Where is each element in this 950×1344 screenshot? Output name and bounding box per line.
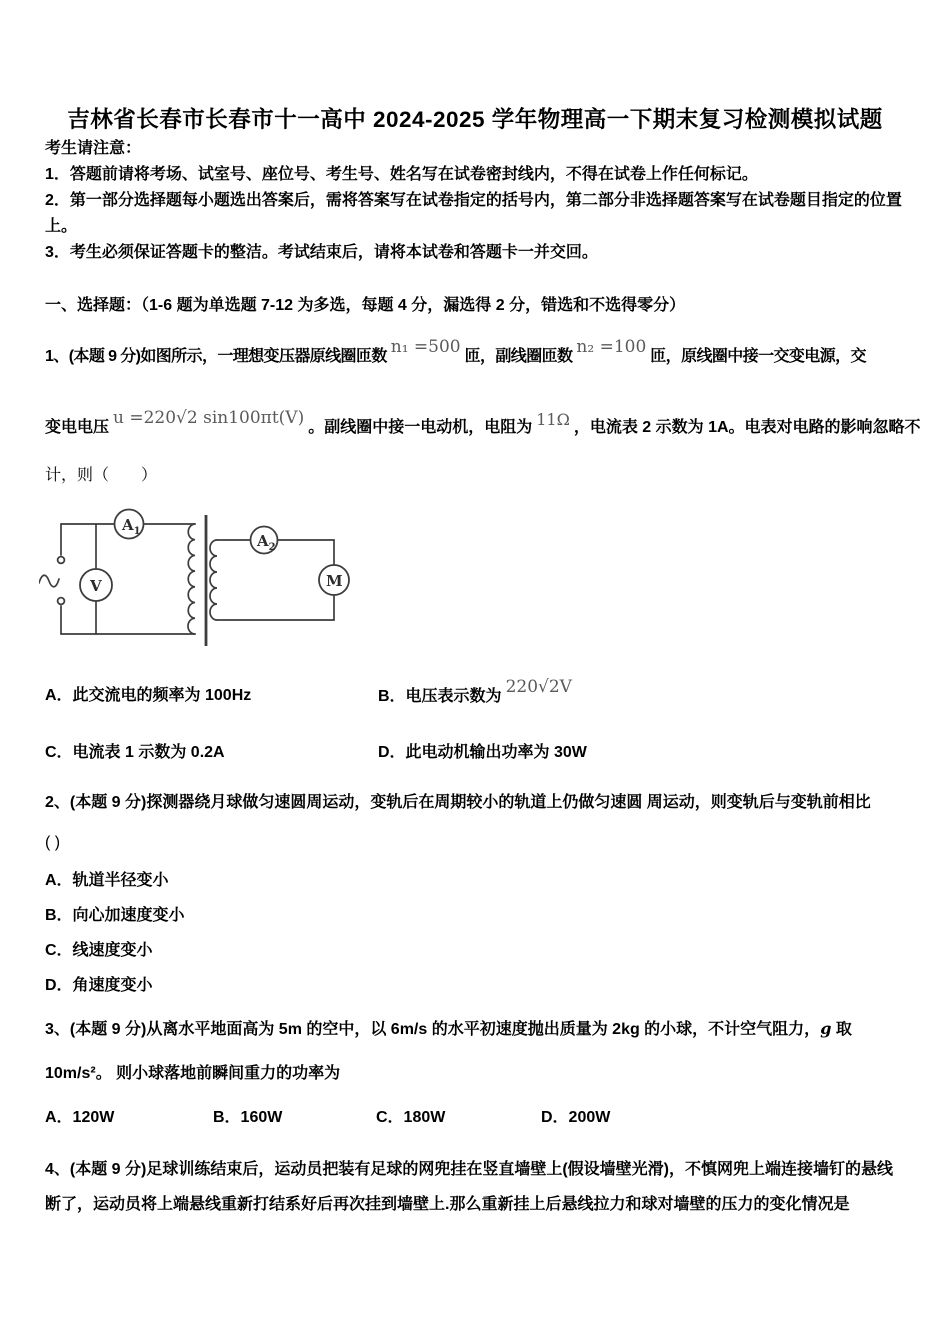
q1-options-row-1 bbox=[45, 677, 905, 709]
question-1 bbox=[45, 337, 921, 765]
motor-icon bbox=[319, 565, 349, 595]
exam-title: 吉林省长春市长春市十一高中 2024-2025 学年物理高一下期末复习检测模拟试题 bbox=[67, 107, 883, 132]
q2-option-c: C．线速度变小 bbox=[45, 942, 153, 959]
ammeter1-sub-label: 1 bbox=[133, 526, 141, 537]
q1-formula-n1: n₁ =500 bbox=[390, 337, 461, 357]
ac-terminal-bottom bbox=[58, 598, 65, 605]
q1-line-1 bbox=[45, 337, 905, 369]
q2-option-d: D．角速度变小 bbox=[45, 977, 153, 994]
notice-item-3: 3．考生必须保证答题卡的整洁。考试结束后，请将本试卷和答题卡一并交回。 bbox=[45, 244, 598, 261]
ammeter1-icon bbox=[115, 510, 144, 539]
q3-seg-1: 3、(本题 9 分)从离水平地面高为 5m 的空中，以 6m/s 的水平初速度抛出质量为 2kg 的小球，不计空气阻力， bbox=[45, 1021, 821, 1038]
question-2 bbox=[45, 791, 905, 1003]
q3-line-1 bbox=[45, 1017, 905, 1042]
q3-line-2: 10m/s²。 则小球落地前瞬间重力的功率为 bbox=[45, 1065, 341, 1082]
question-3 bbox=[45, 1017, 905, 1130]
q3-option-d: D．200W bbox=[541, 1109, 611, 1126]
voltmeter-icon bbox=[80, 569, 112, 601]
notice-heading: 考生请注意： bbox=[45, 140, 142, 157]
ac-terminal-top bbox=[58, 557, 65, 564]
q1-options-row-2 bbox=[45, 741, 905, 765]
notice-item-1: 1．答题前请将考场、试室号、座位号、考生号、姓名写在试卷密封线内，不得在试卷上作任何标记。 bbox=[45, 166, 758, 183]
q1-seg-6: ，电流表 2 示数为 1A。电表对电路的影响忽略不 bbox=[573, 419, 921, 436]
primary-coil bbox=[188, 524, 195, 634]
q1-formula-n2: n₂ =100 bbox=[576, 337, 647, 357]
q3-options-row bbox=[45, 1106, 905, 1130]
transformer-circuit-diagram bbox=[39, 502, 369, 660]
q1-option-a: A．此交流电的频率为 100Hz bbox=[45, 687, 252, 704]
notice-item-2: 2．第一部分选择题每小题选出答案后，需将答案写在试卷指定的括号内，第二部分非选择题答案写在试卷题目指定的位置上。 bbox=[45, 192, 902, 235]
ammeter2-sub-label: 2 bbox=[268, 542, 276, 553]
ammeter2-icon bbox=[251, 527, 278, 554]
motor-label: M bbox=[326, 572, 343, 590]
q1-option-b-formula: 220√2V bbox=[505, 677, 572, 697]
q3-option-a: A．120W bbox=[45, 1109, 115, 1126]
q4-text: 4、(本题 9 分)足球训练结束后，运动员把装有足球的网兜挂在竖直墙壁上(假设墙壁光滑)，不慎网兜上端连接墙钉的悬线断了，运动员将上端悬线重新打结系好后再次挂到墙壁上.那么重新挂上后悬线拉力和球对墙壁的压力的变化情况是 bbox=[45, 1161, 894, 1213]
q1-formula-r: 11Ω bbox=[536, 410, 570, 429]
ac-tilde-icon bbox=[39, 575, 59, 587]
q1-seg-2: 匝，副线圈匝数 bbox=[464, 348, 573, 365]
q1-circuit-diagram bbox=[39, 502, 905, 660]
q3-option-c: C．180W bbox=[376, 1109, 446, 1126]
q1-formula-u: u =220√2 sin100πt(V) bbox=[113, 408, 305, 428]
section-heading: 一、选择题：（1-6 题为单选题 7-12 为多选，每题 4 分，漏选得 2 分，错选和不选得零分） bbox=[45, 297, 686, 314]
q3-g-symbol: g bbox=[820, 1019, 832, 1038]
q1-option-b-text: B．电压表示数为 bbox=[378, 688, 502, 705]
voltmeter-label: V bbox=[90, 577, 102, 595]
q1-seg-4: 变电电压 bbox=[45, 419, 110, 436]
q1-line-2 bbox=[45, 408, 921, 440]
q2-text: 2、(本题 9 分)探测器绕月球做匀速圆周运动，变轨后在周期较小的轨道上仍做匀速圆 周运动，则变轨后与变轨前相比 bbox=[45, 794, 871, 811]
ammeter1-label: A bbox=[122, 516, 134, 534]
question-4 bbox=[45, 1152, 905, 1222]
q3-seg-2: 取 bbox=[831, 1021, 852, 1038]
q1-seg-5: 。副线圈中接一电动机，电阻为 bbox=[308, 419, 533, 436]
q1-option-c: C．电流表 1 示数为 0.2A bbox=[45, 744, 225, 761]
q2-option-a: A．轨道半径变小 bbox=[45, 872, 169, 889]
q2-paren: ( ) bbox=[45, 834, 61, 851]
ac-source-icon bbox=[39, 557, 64, 605]
q2-option-b: B．向心加速度变小 bbox=[45, 907, 185, 924]
q1-option-b bbox=[378, 677, 576, 709]
ammeter2-label: A bbox=[257, 532, 269, 550]
q3-option-b: B．160W bbox=[213, 1109, 283, 1126]
q1-seg-1: 1、(本题 9 分)如图所示，一理想变压器原线圈匝数 bbox=[45, 348, 387, 365]
q1-line-3: 计，则（ ） bbox=[45, 467, 158, 484]
q1-seg-3: 匝，原线圈中接一交变电源，交 bbox=[650, 348, 866, 365]
notice-block bbox=[45, 136, 905, 266]
secondary-coil bbox=[210, 540, 217, 620]
q1-option-d: D．此电动机输出功率为 30W bbox=[378, 744, 587, 761]
